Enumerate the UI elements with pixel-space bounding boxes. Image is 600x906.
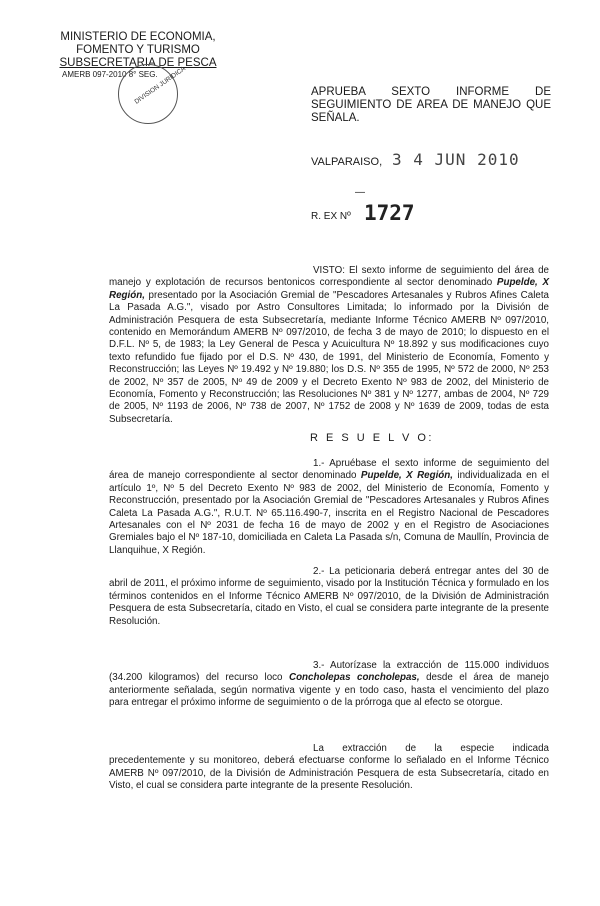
resuelvo-heading: R E S U E L V O: (310, 432, 434, 444)
subject-line-2: SEGUIMIENTO DE AREA DE MANEJO QUE (311, 99, 551, 111)
visto-text-b: presentado por la Asociación Gremial de "Pescadores Artesanales y Rubros Afines Caleta La Pasada A.G.", visado por Astro Consultores Limitada; lo informado por la División de Administración Pesquera de esta Subsecretaría, mediante Informe Técnico AMERB Nº 097/2010, contenido en Memorándum AMERB Nº 097/2010, de fecha 3 de mayo de 2010; lo dispuesto en el D.F.L. Nº 5, de 1983; la Ley General de Pesca y Acuicultura Nº 18.892 y sus modificaciones cuyo texto refundido fue fijado por el D.S. Nº 430, de 1991, del Ministerio de Economía, Fomento y Reconstrucción; las Leyes Nº 19.492 y Nº 19.880; los D.S. Nº 355 de 1995, Nº 572 de 2000, Nº 253 de 2002, Nº 357 de 2005, Nº 49 de 2009 y el Decreto Exento Nº 983 de 2002, del Ministerio de Economía, Fomento y Reconstrucción; las Resoluciones Nº 381 y Nº 1277, ambas de 2004, Nº 729 de 2005, Nº 1193 de 2006, Nº 738 de 2007, Nº 1752 de 2008 y Nº 1639 de 2009, todas de esta Subsecretaría. (109, 289, 549, 425)
visto-label: VISTO: (313, 265, 345, 276)
reference-code: AMERB 097-2010 8° SEG. (62, 70, 158, 79)
visto-sector: Pupelde, X Región, (109, 277, 549, 301)
subject-line-1: APRUEBA SEXTO INFORME DE (311, 86, 551, 98)
article-1-text-a: 1.- Apruébase el sexto informe de seguimiento del área de manejo correspondiente al sector denominado (109, 458, 549, 482)
article-3-paragraph-2: La extracción de la especie indicada precedentemente y su monitoreo, deberá efectuarse conforme lo señalado en el Informe Técnico AMERB Nº 097/2010, de la División de Administración Pesquera de esta Subsecretaría, citado en Visto, el cual se considera parte integrante de la presente Resolución. (109, 743, 549, 792)
place-label: VALPARAISO, (311, 156, 383, 168)
ministry-name: MINISTERIO DE ECONOMIA, (60, 31, 216, 43)
article-3-text-b: desde el área de manejo anteriormente señalada, según normativa vigente y en todo caso, hasta el vencimiento del plazo para entregar el próximo informe de seguimiento o de la prórroga que al efecto se otorgue. (109, 672, 549, 709)
visto-text-a: El sexto informe de seguimiento del área de manejo y explotación de recursos bentonicos correspondiente al sector denominado (109, 265, 549, 289)
resolution-number: 1727 (364, 201, 415, 225)
subsecretaria-name: SUBSECRETARIA DE PESCA (59, 57, 217, 69)
article-2: 2.- La peticionaria deberá entregar antes del 30 de abril de 2011, el próximo informe de seguimiento, visado por la Institución Técnica y formulado en los términos contenidos en el Informe Técnico AMERB Nº 097/2010, de la División de Administración Pesquera de esta Subsecretaría, citado en Visto, el cual se considera parte integrante de la presente Resolución. (109, 566, 549, 627)
article-3-species: Concholepas concholepas, (289, 672, 420, 684)
subject-line-3: SEÑALA. (311, 112, 360, 124)
article-1 (109, 458, 549, 557)
article-1-sector: Pupelde, X Región, (360, 470, 454, 482)
ministry-name-cont: FOMENTO Y TURISMO (76, 44, 200, 56)
article-3-text-a: 3.- Autorízase la extracción de 115.000 individuos (34.200 kilogramos) del recurso loco (109, 660, 549, 684)
article-3 (109, 660, 549, 710)
resolution-label: R. EX Nº (311, 211, 351, 222)
visto-paragraph (109, 265, 549, 426)
article-1-text-b: individualizada en el artículo 1º, Nº 5 del Decreto Exento Nº 983 de 2002, del Ministerio de Economía, Fomento y Reconstrucción, presentado por la Asociación Gremial de "Pescadores Artesanales y Rubros Afines Caleta La Pasada A.G.", R.U.T. Nº 65.116.490-7, inscrita en el Registro Nacional de Pescadores Artesanales con el Nº 2031 de fecha 16 de mayo de 2002 y en el Registro de Asociaciones Gremiales bajo el Nº 187-10, domiciliada en Caleta La Pasada s/n, Comuna de Maullín, Provincia de Llanquihue, X Región. (109, 470, 549, 556)
dash-mark: — (355, 187, 365, 198)
date-stamp: 3 4 JUN 2010 (392, 150, 520, 169)
stamp-text: DIVISION JURIDICA (133, 65, 187, 106)
resolution-subject (311, 86, 551, 125)
